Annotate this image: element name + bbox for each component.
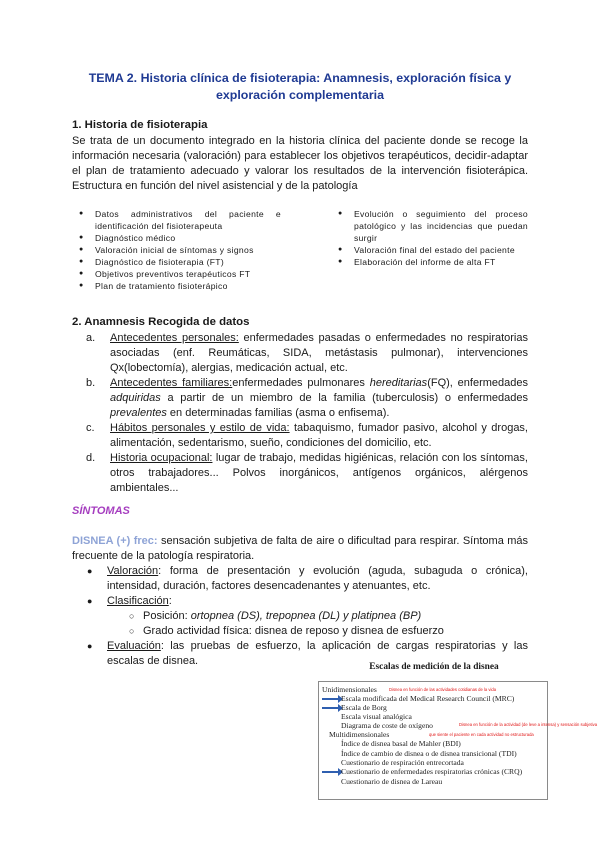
list-item: ● Elaboración del informe de alta FT [335, 256, 528, 268]
item-text: : las pruebas de esfuerzo, la aplicación de cargas respiratorias y las escalas de disnea. [107, 640, 528, 667]
item-emphasis: ortopnea (DS), trepopnea (DL) y platipnea (BP) [190, 610, 422, 622]
item-text: en determinadas familias (asma o enfisema). [166, 407, 390, 419]
sintomas-heading: SÍNTOMAS [72, 505, 130, 517]
section-1-intro: Se trata de un documento integrado en la historia clínica del paciente donde se recoge la información necesaria (valoración) para establecer los objetivos terapéuticos, decidir-adaptar el plan de tratamiento adecuado y valorar los resultados de la intervención fisioterápica. Estructura en función del nivel asistencial y de la patología [72, 135, 528, 192]
item-text: : [168, 595, 172, 607]
list-item: ● Valoración inicial de síntomas y signos [76, 244, 281, 256]
figure-line: Índice de disnea basal de Mahler (BDI) [341, 739, 461, 748]
figure-line: Índice de cambio de disnea o de disnea transicional (TDI) [341, 749, 517, 758]
list-item: ● Diagnóstico médico [76, 232, 281, 244]
item-label: Antecedentes personales: [110, 332, 239, 344]
figure-line: Cuestionario de disnea de Lareau [341, 777, 443, 786]
list-item [84, 331, 528, 376]
list-item [81, 564, 528, 594]
arrow-icon [322, 771, 340, 773]
bullet-list-left [76, 208, 281, 292]
list-letter: a. [86, 332, 96, 344]
disnea-text: sensación subjetiva de falta de aire o dificultad para respirar. Síntoma más frecuente de la patología respiratoria. [72, 535, 528, 562]
disnea-paragraph [72, 534, 528, 564]
item-text: (FQ), enfermedades [427, 377, 528, 389]
item-label: Antecedentes familiares: [110, 377, 233, 389]
figure-line: Cuestionario de respiración entrecortada [341, 758, 464, 767]
annotation-note: Disnea en función de la actividad (de leve a intensa) y sensación subjetiva [459, 722, 598, 727]
list-item: ● Datos administrativos del paciente e identificación del fisioterapeuta [76, 208, 281, 232]
list-item [81, 594, 528, 639]
figure-line: Unidimensionales [322, 685, 377, 694]
figure-line: Multidimensionales [329, 730, 390, 739]
figure-line: Escala modificada del Medical Research Council (MRC) [341, 694, 515, 703]
clasificacion-sublist [107, 609, 528, 639]
item-text: a partir de un miembro de la familia (tuberculosis) o enfermedades [160, 392, 528, 404]
list-letter: b. [86, 377, 96, 389]
item-text: tabaquismo, fumador pasivo, alcohol y drogas, alimentación, sedentarismo, sueño, condiciones del domicilio, etc. [110, 422, 528, 449]
list-item: ● Diagnóstico de fisioterapia (FT) [76, 256, 281, 268]
list-letter: d. [86, 452, 96, 464]
dyspnea-scales-figure [318, 662, 598, 808]
item-label: Evaluación [107, 640, 161, 652]
figure-line: Cuestionario de enfermedades respiratorias crónicas (CRQ) [341, 767, 523, 776]
item-emphasis: prevalentes [110, 407, 167, 419]
list-item [84, 376, 528, 421]
annotation-note: que siente el paciente en cada actividad no estructurada [429, 732, 534, 737]
disnea-bullets [81, 564, 528, 669]
title-line-2: exploración complementaria [215, 88, 385, 102]
arrow-icon [322, 698, 340, 700]
arrow-icon [322, 707, 340, 709]
list-item: ● Plan de tratamiento fisioterápico [76, 280, 281, 292]
item-text: lugar de trabajo, medidas higiénicas, relación con los síntomas, otros trabajadores... Polvos inorgánicos, antígenos orgánicos, alérgenos ambientales... [110, 452, 528, 494]
item-text: enfermedades pulmonares [232, 377, 370, 389]
section-1-heading: 1. Historia de fisioterapia [72, 119, 208, 131]
list-item [84, 421, 528, 451]
disnea-label: DISNEA (+) frec: [72, 535, 158, 547]
title-line-1: TEMA 2. Historia clínica de fisioterapia: Anamnesis, exploración física y [88, 71, 512, 85]
figure-box [318, 681, 598, 800]
item-text: : forma de presentación y evolución (aguda, subaguda o crónica), intensidad, duración, factores desencadenantes y atenuantes, etc. [107, 565, 528, 592]
figure-line: Escala visual analógica [341, 712, 412, 721]
figure-line: Escala de Borg [341, 703, 387, 712]
item-text: Posición: [143, 610, 191, 622]
list-item [84, 451, 528, 496]
item-emphasis: hereditarias [369, 377, 428, 389]
list-item: ● Valoración final del estado del paciente [335, 244, 528, 256]
figure-line: Diagrama de coste de oxígeno [341, 721, 433, 730]
item-label: Valoración [107, 565, 159, 577]
item-label: Hábitos personales y estilo de vida: [110, 422, 290, 434]
figure-title: Escalas de medición de la disnea [369, 662, 499, 672]
bullet-list-right [335, 208, 528, 268]
list-item: ○ Grado actividad física: disnea de reposo y disnea de esfuerzo [129, 624, 528, 639]
list-letter: c. [86, 422, 95, 434]
list-item: ● Objetivos preventivos terapéuticos FT [76, 268, 281, 280]
anamnesis-list [84, 331, 528, 496]
annotation-note: Disnea en función de las actividades cotidianas de la vida [389, 687, 497, 692]
page-title [60, 70, 540, 104]
item-text: enfermedades pasadas o enfermedades no respiratorias asociadas (enf. Reumáticas, SIDA, metástasis pulmonar), intervenciones Qx(lobectomía), alergias, medicación actual, etc. [110, 332, 528, 374]
section-2-heading: 2. Anamnesis Recogida de datos [72, 316, 250, 328]
list-item: ● Evolución o seguimiento del proceso patológico y las incidencias que puedan surgir [335, 208, 528, 244]
list-item [129, 609, 528, 624]
item-label: Clasificación [107, 595, 169, 607]
item-emphasis: adquiridas [110, 392, 161, 404]
item-label: Historia ocupacional: [110, 452, 213, 464]
